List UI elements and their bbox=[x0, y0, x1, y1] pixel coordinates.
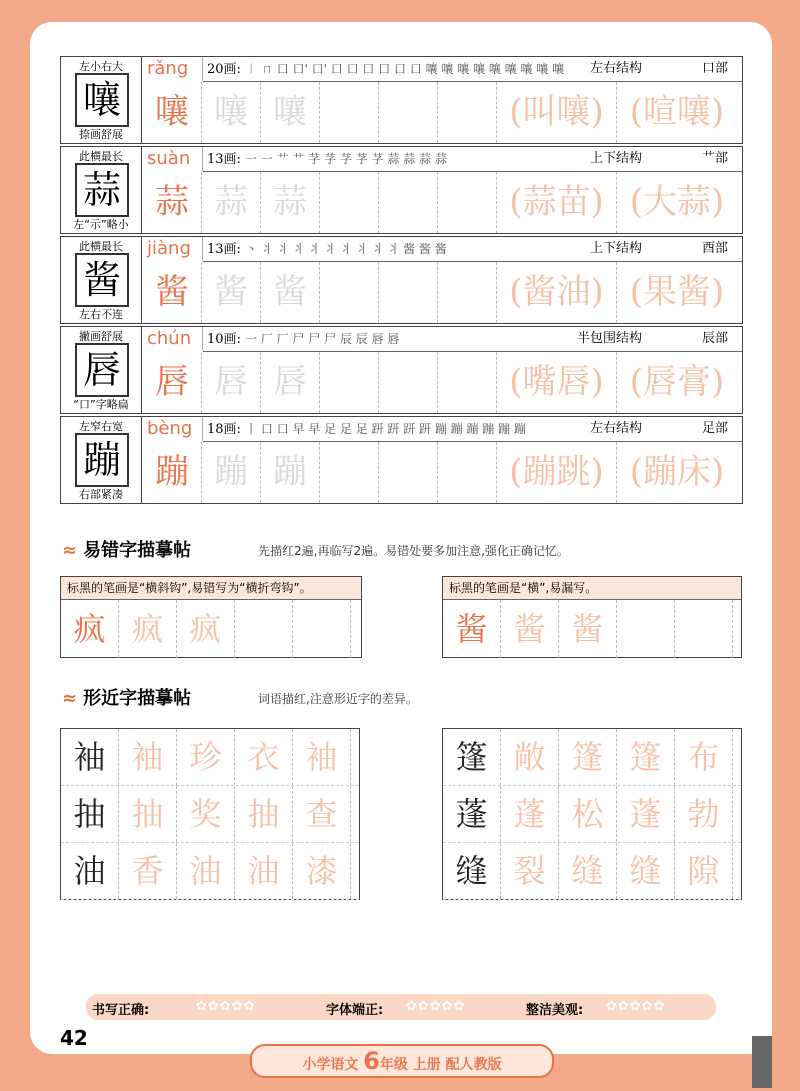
practice-cell bbox=[320, 172, 379, 233]
error-box-2-cells bbox=[443, 600, 741, 658]
error-practice-cell bbox=[235, 600, 293, 658]
stroke-order bbox=[203, 417, 742, 442]
practice-cells bbox=[143, 172, 742, 233]
footer-grade: 6 bbox=[363, 1047, 380, 1075]
char-info-box bbox=[61, 237, 142, 323]
practice-cell bbox=[438, 172, 497, 233]
similar-trace-char: 袖 bbox=[119, 729, 177, 785]
practice-cell: 嚷 bbox=[143, 82, 202, 143]
practice-cells bbox=[143, 442, 742, 503]
error-practice-cell bbox=[675, 600, 733, 658]
char-info-box bbox=[61, 417, 142, 503]
practice-cells bbox=[143, 262, 742, 323]
similar-row bbox=[443, 786, 741, 843]
similar-trace-char: 漆 bbox=[293, 843, 351, 899]
similar-trace-char: 油 bbox=[235, 843, 293, 899]
similar-trace-char: 蓬 bbox=[501, 786, 559, 842]
practice-cell: 酱 bbox=[143, 262, 202, 323]
similar-model-char: 抽 bbox=[61, 786, 119, 842]
char-info-box bbox=[61, 147, 142, 233]
similar-trace-char: 篷 bbox=[617, 729, 675, 785]
radical: 足部 bbox=[701, 421, 728, 436]
error-practice-cell bbox=[293, 600, 351, 658]
spine-marker bbox=[752, 1036, 772, 1088]
bottom-tip: 左右不连 bbox=[79, 308, 123, 321]
score-accuracy-stars: ✿✿✿✿✿ bbox=[196, 999, 256, 1014]
error-box-2-header: 标黑的笔画是“横”,易漏写。 bbox=[443, 577, 741, 600]
similar-trace-char: 衣 bbox=[235, 729, 293, 785]
stroke-count: 13画: bbox=[207, 152, 241, 167]
practice-cell: 蒜 bbox=[202, 172, 261, 233]
footer-term: 上册 bbox=[412, 1057, 441, 1073]
footer-edition: 配人教版 bbox=[445, 1057, 502, 1073]
score-neatness-label: 字体端正: bbox=[326, 1003, 384, 1018]
wave-icon: ≈ bbox=[62, 688, 78, 709]
radical: 酉部 bbox=[701, 241, 728, 256]
similar-model-char: 袖 bbox=[61, 729, 119, 785]
pinyin: bèng bbox=[143, 417, 203, 441]
similar-model-char: 油 bbox=[61, 843, 119, 899]
score-tidy-label: 整洁美观: bbox=[526, 1003, 584, 1018]
practice-cell bbox=[379, 442, 438, 503]
word-1: (叫嚷) bbox=[497, 82, 617, 143]
practice-cell: 蹦 bbox=[202, 442, 261, 503]
practice-row bbox=[60, 146, 743, 234]
stroke-sequence: 丨 口 口 早 早 足 足 足 趼 趼 趼 趼 蹦 蹦 蹦 蹦 蹦 蹦 bbox=[245, 422, 526, 436]
bottom-tip: 左“示”略小 bbox=[73, 218, 129, 231]
practice-cell: 蒜 bbox=[143, 172, 202, 233]
error-practice-cell: 疯 bbox=[119, 600, 177, 658]
similar-trace-char: 松 bbox=[559, 786, 617, 842]
similar-trace-char: 蓬 bbox=[617, 786, 675, 842]
similar-trace-char: 油 bbox=[177, 843, 235, 899]
practice-cell bbox=[320, 352, 379, 413]
footer-badge bbox=[250, 1044, 554, 1078]
error-section-title: ≈ 易错字描摹帖 bbox=[62, 540, 192, 561]
bottom-tip: “口”字略扁 bbox=[73, 398, 129, 411]
radical: 口部 bbox=[701, 61, 728, 76]
similar-model-char: 蓬 bbox=[443, 786, 501, 842]
error-box-1-header: 标黑的笔画是“横斜钩”,易错写为“横折弯钩”。 bbox=[61, 577, 361, 600]
stroke-sequence: 一 厂 厂 尸 尸 尸 辰 辰 唇 唇 bbox=[245, 332, 400, 346]
stroke-order bbox=[203, 237, 742, 262]
practice-cell bbox=[379, 172, 438, 233]
bottom-tip: 捺画舒展 bbox=[79, 128, 123, 141]
top-tip: 左窄右宽 bbox=[79, 420, 123, 433]
score-accuracy-label: 书写正确: bbox=[92, 1003, 150, 1018]
practice-cell: 蹦 bbox=[143, 442, 202, 503]
error-box-1 bbox=[60, 576, 362, 658]
structure: 上下结构 bbox=[589, 241, 642, 256]
similar-row bbox=[61, 843, 359, 900]
similar-section-note: 词语描红,注意形近字的差异。 bbox=[258, 692, 418, 706]
practice-cell bbox=[379, 352, 438, 413]
error-practice-cell: 酱 bbox=[559, 600, 617, 658]
stroke-sequence: 一 一 艹 艹 芓 芓 芓 芓 芓 蒜 蒜 蒜 蒜 bbox=[245, 152, 447, 166]
model-character: 唇 bbox=[75, 343, 129, 397]
practice-cell: 蹦 bbox=[261, 442, 320, 503]
practice-cell bbox=[438, 82, 497, 143]
similar-trace-char: 奖 bbox=[177, 786, 235, 842]
structure: 上下结构 bbox=[589, 151, 642, 166]
word-1: (蹦跳) bbox=[497, 442, 617, 503]
stroke-count: 10画: bbox=[207, 332, 241, 347]
practice-cells bbox=[143, 352, 742, 413]
pinyin: rǎng bbox=[143, 57, 203, 81]
error-practice-cell: 疯 bbox=[61, 600, 119, 658]
word-2: (大蒜) bbox=[629, 182, 725, 222]
practice-cell: 唇 bbox=[143, 352, 202, 413]
pinyin: jiàng bbox=[143, 237, 203, 261]
similar-row bbox=[443, 843, 741, 900]
word-1: (酱油) bbox=[497, 262, 617, 323]
practice-cell bbox=[379, 82, 438, 143]
similar-row bbox=[61, 729, 359, 786]
stroke-sequence: 丶 丬 丬 丬 丬 丬 丬 丬 丬 丬 酱 酱 酱 bbox=[245, 242, 447, 256]
radical: 辰部 bbox=[701, 331, 728, 346]
practice-cell bbox=[320, 442, 379, 503]
practice-row bbox=[60, 56, 743, 144]
page-number: 42 bbox=[60, 1026, 88, 1050]
model-character: 嚷 bbox=[75, 73, 129, 127]
practice-cell bbox=[438, 352, 497, 413]
practice-cell: 酱 bbox=[202, 262, 261, 323]
structure: 半包围结构 bbox=[576, 331, 642, 346]
model-character: 酱 bbox=[75, 253, 129, 307]
error-practice-cell: 疯 bbox=[177, 600, 235, 658]
similar-trace-char: 抽 bbox=[119, 786, 177, 842]
error-practice-cell: 酱 bbox=[501, 600, 559, 658]
footer-grade-suffix: 年级 bbox=[379, 1057, 408, 1073]
similar-box-right bbox=[442, 728, 742, 900]
word-2: (果酱) bbox=[629, 272, 725, 312]
structure: 左右结构 bbox=[589, 421, 642, 436]
word-2: (喧嚷) bbox=[629, 92, 725, 132]
top-tip: 撇画舒展 bbox=[79, 330, 123, 343]
word-1: (嘴唇) bbox=[497, 352, 617, 413]
char-info-box bbox=[61, 327, 142, 413]
stroke-sequence: ︱ ㄇ 口 口' 口' 口 口 口 口 口 口 嚷 嚷 嚷 嚷 嚷 嚷 嚷 嚷 嚷 bbox=[245, 62, 565, 76]
similar-trace-char: 敞 bbox=[501, 729, 559, 785]
practice-row bbox=[60, 416, 743, 504]
stroke-count: 18画: bbox=[207, 422, 241, 437]
practice-row bbox=[60, 326, 743, 414]
pinyin: chún bbox=[143, 327, 203, 351]
practice-cell bbox=[320, 82, 379, 143]
practice-cell: 唇 bbox=[202, 352, 261, 413]
error-box-1-cells bbox=[61, 600, 361, 658]
practice-row bbox=[60, 236, 743, 324]
similar-trace-char: 珍 bbox=[177, 729, 235, 785]
similar-trace-char: 缝 bbox=[617, 843, 675, 899]
stroke-count: 13画: bbox=[207, 242, 241, 257]
similar-trace-char: 查 bbox=[293, 786, 351, 842]
structure: 左右结构 bbox=[589, 61, 642, 76]
practice-cell: 唇 bbox=[261, 352, 320, 413]
similar-box-left bbox=[60, 728, 360, 900]
similar-trace-char: 篷 bbox=[559, 729, 617, 785]
stroke-order bbox=[203, 327, 742, 352]
similar-model-char: 缝 bbox=[443, 843, 501, 899]
similar-trace-char: 勃 bbox=[675, 786, 733, 842]
practice-cell bbox=[438, 442, 497, 503]
word-2: (蹦床) bbox=[629, 452, 725, 492]
practice-cell bbox=[438, 262, 497, 323]
radical: 艹部 bbox=[701, 151, 728, 166]
similar-row bbox=[61, 786, 359, 843]
score-neatness-stars: ✿✿✿✿✿ bbox=[406, 999, 466, 1014]
char-info-box bbox=[61, 57, 142, 143]
practice-cell: 嚷 bbox=[261, 82, 320, 143]
similar-trace-char: 香 bbox=[119, 843, 177, 899]
stroke-order bbox=[203, 57, 742, 82]
footer-subject: 小学语文 bbox=[302, 1057, 359, 1073]
similar-trace-char: 布 bbox=[675, 729, 733, 785]
pinyin: suàn bbox=[143, 147, 203, 171]
similar-section-title: ≈ 形近字描摹帖 bbox=[62, 688, 192, 709]
word-1: (蒜苗) bbox=[497, 172, 617, 233]
practice-cell: 蒜 bbox=[261, 172, 320, 233]
practice-cells bbox=[143, 82, 742, 143]
similar-trace-char: 袖 bbox=[293, 729, 351, 785]
practice-cell: 嚷 bbox=[202, 82, 261, 143]
similar-trace-char: 裂 bbox=[501, 843, 559, 899]
error-practice-cell bbox=[617, 600, 675, 658]
similar-trace-char: 抽 bbox=[235, 786, 293, 842]
similar-trace-char: 缝 bbox=[559, 843, 617, 899]
top-tip: 此横最长 bbox=[79, 150, 123, 163]
error-box-2 bbox=[442, 576, 742, 658]
similar-row bbox=[443, 729, 741, 786]
score-tidy-stars: ✿✿✿✿✿ bbox=[606, 999, 666, 1014]
error-practice-cell: 酱 bbox=[443, 600, 501, 658]
wave-icon: ≈ bbox=[62, 540, 78, 561]
practice-cell bbox=[320, 262, 379, 323]
top-tip: 左小右大 bbox=[79, 60, 123, 73]
similar-trace-char: 隙 bbox=[675, 843, 733, 899]
practice-cell: 酱 bbox=[261, 262, 320, 323]
score-bar bbox=[86, 994, 716, 1020]
model-character: 蒜 bbox=[75, 163, 129, 217]
similar-model-char: 篷 bbox=[443, 729, 501, 785]
error-section-note: 先描红2遍,再临写2遍。易错处要多加注意,强化正确记忆。 bbox=[258, 544, 569, 558]
bottom-tip: 右部紧凑 bbox=[79, 488, 123, 501]
word-2: (唇膏) bbox=[629, 362, 725, 402]
top-tip: 此横最长 bbox=[79, 240, 123, 253]
stroke-count: 20画: bbox=[207, 62, 241, 77]
model-character: 蹦 bbox=[75, 433, 129, 487]
stroke-order bbox=[203, 147, 742, 172]
practice-cell bbox=[379, 262, 438, 323]
